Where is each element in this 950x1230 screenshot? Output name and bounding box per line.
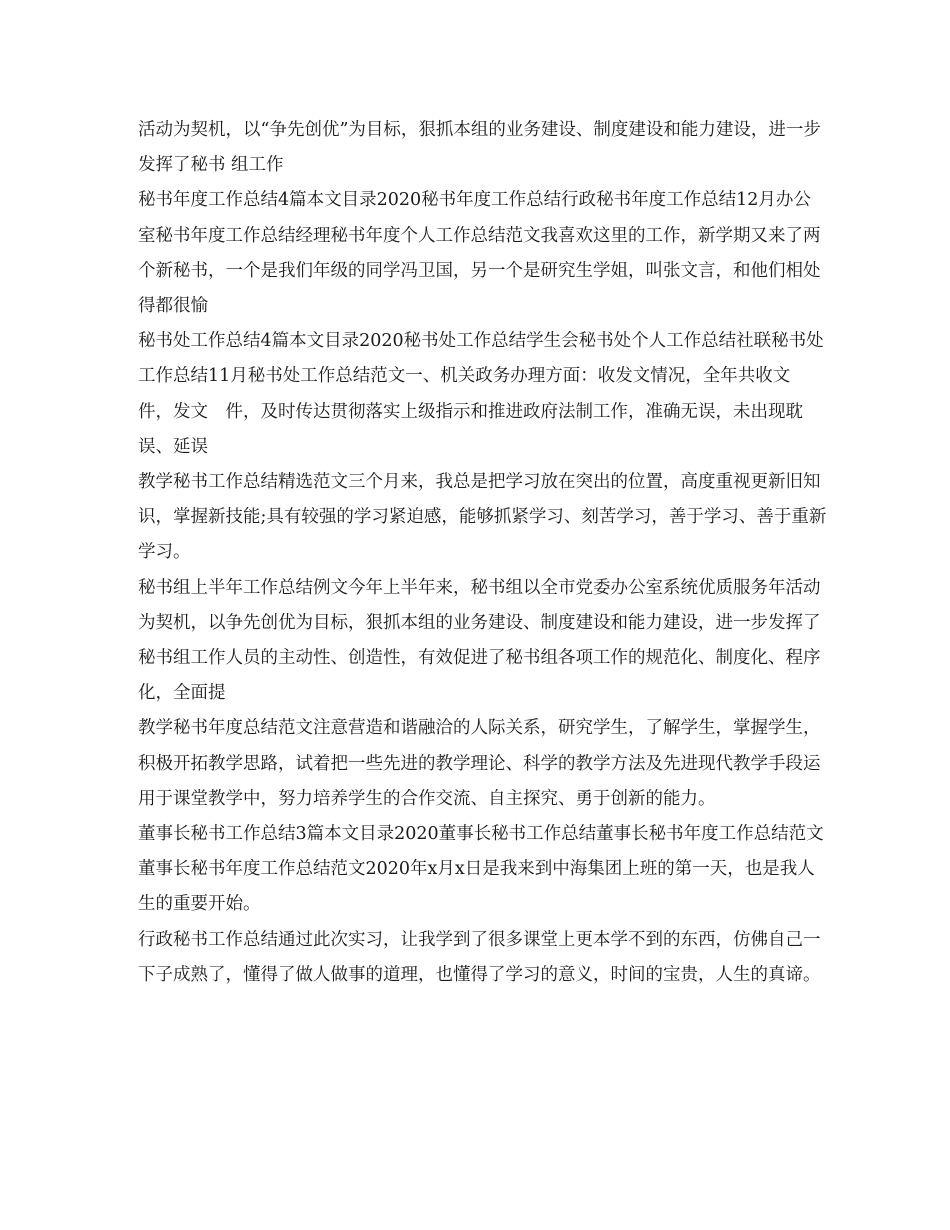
paragraph-4: 教学秘书工作总结精选范文三个月来，我总是把学习放在突出的位置，高度重视更新旧知识，掌握新技能;具有较强的学习紧迫感，能够抓紧学习、刻苦学习，善于学习、善于重新学习。 bbox=[138, 472, 827, 563]
paragraph-8: 行政秘书工作总结通过此次实习，让我学到了很多课堂上更本学不到的东西，仿佛自己一下子成熟了，懂得了做人做事的道理，也懂得了学习的意义，时间的宝贵，人生的真谛。 bbox=[138, 929, 821, 985]
paragraph-5: 秘书组上半年工作总结例文今年上半年来，秘书组以全市党委办公室系统优质服务年活动为契机，以争先创优为目标，狠抓本组的业务建设、制度建设和能力建设，进一步发挥了秘书组工作人员的主动性、创造性，有效促进了秘书组各项工作的规范化、制度化、程序化，全面提 bbox=[138, 577, 821, 704]
paragraph-6: 教学秘书年度总结范文注意营造和谐融洽的人际关系，研究学生，了解学生，掌握学生，积极开拓教学思路，试着把一些先进的教学理论、科学的教学方法及先进现代教学手段运用于课堂教学中，努力培养学生的合作交流、自主探究、勇于创新的能力。 bbox=[138, 718, 821, 809]
paragraph-1: 活动为契机，以“争先创优”为目标，狠抓本组的业务建设、制度建设和能力建设，进一步发挥了秘书 组工作 bbox=[138, 120, 821, 176]
paragraph-3: 秘书处工作总结4篇本文目录2020秘书处工作总结学生会秘书处个人工作总结社联秘书处工作总结11月秘书处工作总结范文一、机关政务办理方面：收发文情况，全年共收文 件，发文 件，及时传达贯彻落实上级指示和推进政府法制工作，准确无误，未出现耽误、延误 bbox=[138, 331, 824, 457]
paragraph-7: 董事长秘书工作总结3篇本文目录2020董事长秘书工作总结董事长秘书年度工作总结范文董事长秘书年度工作总结范文2020年x月x日是我来到中海集团上班的第一天，也是我人生的重要开始。 bbox=[138, 824, 824, 915]
document-body bbox=[138, 113, 828, 993]
paragraph-2: 秘书年度工作总结4篇本文目录2020秘书年度工作总结行政秘书年度工作总结12月办公室秘书年度工作总结经理秘书年度个人工作总结范文我喜欢这里的工作，新学期又来了两个新秘书，一个是我们年级的同学冯卫国，另一个是研究生学姐，叫张文言，和他们相处得都很愉 bbox=[138, 190, 821, 317]
